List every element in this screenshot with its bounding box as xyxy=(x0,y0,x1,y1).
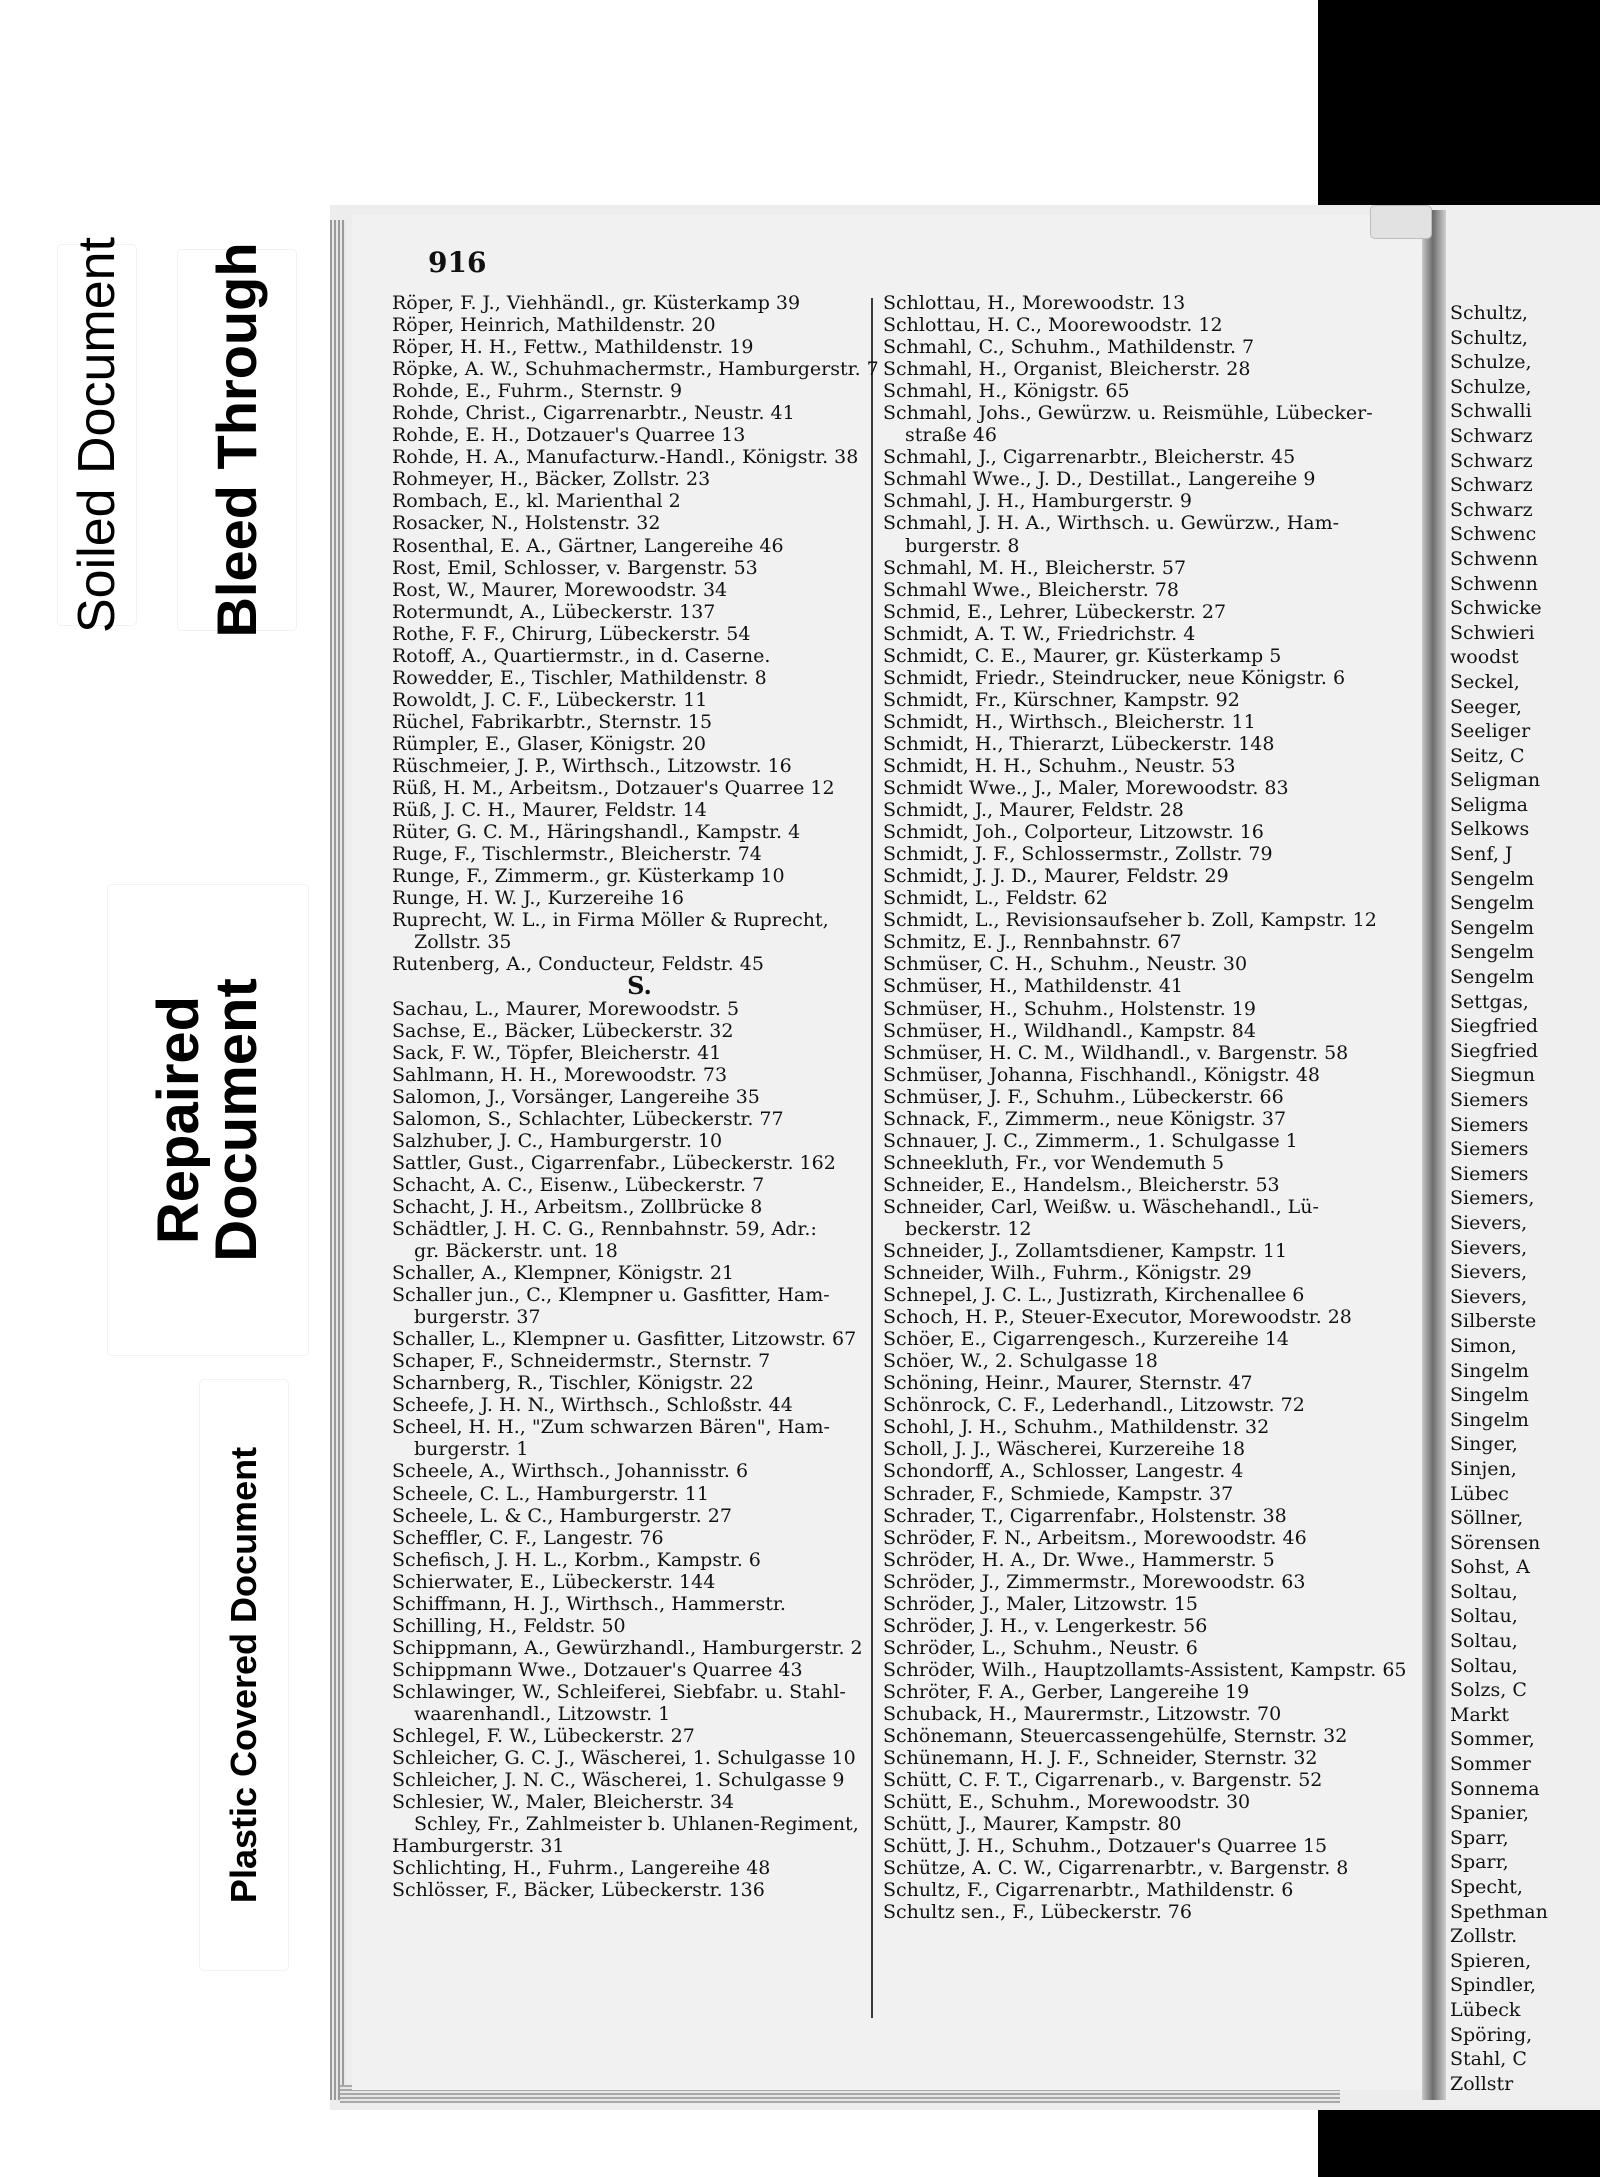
directory-entry: Schmahl, J. H. A., Wirthsch. u. Gewürzw., Ham- xyxy=(883,512,1340,535)
book-gutter xyxy=(1422,210,1446,2100)
right-page-entry: Lübec xyxy=(1450,1482,1509,1505)
directory-entry: Schmid, E., Lehrer, Lübeckerstr. 27 xyxy=(883,600,1227,623)
directory-entry: Schmüser, H., Schuhm., Holstenstr. 19 xyxy=(883,997,1256,1020)
directory-entry: Sahlmann, H. H., Morewoodstr. 73 xyxy=(392,1063,728,1086)
right-page-entry: Soltau, xyxy=(1450,1580,1518,1603)
right-page-entry: Singelm xyxy=(1450,1359,1529,1382)
directory-entry: Schmitz, E. J., Rennbahnstr. 67 xyxy=(883,931,1182,954)
right-page-entry: Siegmun xyxy=(1450,1064,1535,1087)
directory-entry: Schönemann, Steuercassengehülfe, Sternstr. 32 xyxy=(883,1725,1348,1748)
directory-entry: Schaller, L., Klempner u. Gasfitter, Litzowstr. 67 xyxy=(392,1328,857,1351)
right-page-entry: Sengelm xyxy=(1450,867,1534,890)
right-page-entry: Soltau, xyxy=(1450,1630,1518,1653)
right-page-entry: Seckel, xyxy=(1450,670,1520,693)
directory-entry: Schohl, J. H., Schuhm., Mathildenstr. 32 xyxy=(883,1416,1270,1439)
directory-entry: Schmahl Wwe., J. D., Destillat., Langereihe 9 xyxy=(883,468,1316,491)
directory-entry: Schöer, E., Cigarrengesch., Kurzereihe 14 xyxy=(883,1328,1289,1351)
directory-entry: Schrader, T., Cigarrenfabr., Holstenstr. 38 xyxy=(883,1504,1287,1527)
directory-entry: Sattler, Gust., Cigarrenfabr., Lübeckerstr. 162 xyxy=(392,1151,836,1174)
directory-entry: Schultz sen., F., Lübeckerstr. 76 xyxy=(883,1901,1192,1924)
right-page-entry: Seitz, C xyxy=(1450,744,1525,767)
right-page-entry: Spöring, xyxy=(1450,2023,1533,2046)
right-page-entry: Seeger, xyxy=(1450,695,1522,718)
directory-entry: Schippmann, A., Gewürzhandl., Hamburgerstr. 2 xyxy=(392,1636,863,1659)
right-page-entry: Sengelm xyxy=(1450,892,1534,915)
right-page-entry: Sparr, xyxy=(1450,1851,1509,1874)
directory-entry: Schönrock, C. F., Lederhandl., Litzowstr. 72 xyxy=(883,1394,1305,1417)
right-page-entry: Schultz, xyxy=(1450,326,1528,349)
right-page-entry: Settgas, xyxy=(1450,990,1529,1013)
right-page-entry: Sengelm xyxy=(1450,966,1534,989)
directory-entry: Schütt, C. F. T., Cigarrenarb., v. Bargenstr. 52 xyxy=(883,1769,1323,1792)
directory-entry: Sachau, L., Maurer, Morewoodstr. 5 xyxy=(392,997,740,1020)
directory-entry: Rüter, G. C. M., Häringshandl., Kampstr. 4 xyxy=(392,821,801,844)
directory-entry: Schmidt, H. H., Schuhm., Neustr. 53 xyxy=(883,754,1236,777)
directory-entry: Rost, Emil, Schlosser, v. Bargenstr. 53 xyxy=(392,556,758,579)
directory-entry: Schmüser, Johanna, Fischhandl., Königstr. 48 xyxy=(883,1063,1320,1086)
directory-entry: Schnauer, J. C., Zimmerm., 1. Schulgasse 1 xyxy=(883,1129,1298,1152)
directory-entry: Schmahl, Johs., Gewürzw. u. Reismühle, Lübecker- xyxy=(883,402,1373,425)
directory-entry: Rost, W., Maurer, Morewoodstr. 34 xyxy=(392,578,728,601)
directory-entry: Schmüser, H., Mathildenstr. 41 xyxy=(883,975,1183,998)
right-page-entry: Siegfried xyxy=(1450,1039,1539,1062)
right-page-entry: Sonnema xyxy=(1450,1777,1540,1800)
directory-entry: Schmidt, C. E., Maurer, gr. Küsterkamp 5 xyxy=(883,644,1282,667)
directory-entry: Scheele, C. L., Hamburgerstr. 11 xyxy=(392,1482,709,1505)
directory-entry: Schröder, H. A., Dr. Wwe., Hammerstr. 5 xyxy=(883,1548,1275,1571)
directory-entry: Salomon, J., Vorsänger, Langereihe 35 xyxy=(392,1085,760,1108)
directory-entry: Schmidt Wwe., J., Maler, Morewoodstr. 83 xyxy=(883,777,1289,800)
directory-entry: Rohde, Christ., Cigarrenarbtr., Neustr. 41 xyxy=(392,402,795,425)
directory-entry: Schmidt, J., Maurer, Feldstr. 28 xyxy=(883,799,1184,822)
directory-entry: Schmüser, J. F., Schuhm., Lübeckerstr. 66 xyxy=(883,1085,1284,1108)
right-column xyxy=(883,292,1413,1923)
directory-entry: beckerstr. 12 xyxy=(905,1217,1032,1240)
right-page-entry: Siemers xyxy=(1450,1113,1529,1136)
directory-entry: Rowedder, E., Tischler, Mathildenstr. 8 xyxy=(392,666,767,689)
right-page-entry: Sievers, xyxy=(1450,1236,1528,1259)
directory-entry: Schneider, E., Handelsm., Bleicherstr. 53 xyxy=(883,1173,1280,1196)
directory-entry: Scheefe, J. H. N., Wirthsch., Schloßstr. 44 xyxy=(392,1394,793,1417)
right-page-entry: Seligma xyxy=(1450,793,1528,816)
directory-entry: Rüschmeier, J. P., Wirthsch., Litzowstr. 16 xyxy=(392,754,792,777)
directory-entry: Rothe, F. F., Chirurg, Lübeckerstr. 54 xyxy=(392,622,751,645)
directory-entry: Schmidt, A. T. W., Friedrichstr. 4 xyxy=(883,622,1196,645)
left-column xyxy=(392,292,887,1901)
directory-entry: Scheele, A., Wirthsch., Johannisstr. 6 xyxy=(392,1460,749,1483)
right-page-entry: Sievers, xyxy=(1450,1211,1528,1234)
right-page-entry: Sommer, xyxy=(1450,1728,1535,1751)
right-page-entry: Markt xyxy=(1450,1703,1510,1726)
directory-entry: burgerstr. 37 xyxy=(414,1306,541,1329)
directory-entry: Schmüser, H. C. M., Wildhandl., v. Bargenstr. 58 xyxy=(883,1041,1349,1064)
page-number: 916 xyxy=(428,246,487,279)
directory-entry: Schiffmann, H. J., Wirthsch., Hammerstr. xyxy=(392,1592,786,1615)
directory-entry: Rombach, E., kl. Marienthal 2 xyxy=(392,490,681,513)
right-page-entry: Solzs, C xyxy=(1450,1679,1527,1702)
page-edges xyxy=(330,220,346,2100)
directory-entry: Scholl, J. J., Wäscherei, Kurzereihe 18 xyxy=(883,1438,1246,1461)
directory-entry: Schöning, Heinr., Maurer, Sternstr. 47 xyxy=(883,1372,1253,1395)
directory-entry: Schröder, J., Zimmermstr., Morewoodstr. 63 xyxy=(883,1570,1306,1593)
directory-entry: Runge, H. W. J., Kurzereihe 16 xyxy=(392,887,684,910)
right-page-entry: Zollstr. xyxy=(1450,1925,1518,1948)
directory-entry: Schefisch, J. H. L., Korbm., Kampstr. 6 xyxy=(392,1548,761,1571)
directory-entry: Ruprecht, W. L., in Firma Möller & Ruprecht, xyxy=(392,909,829,932)
right-page-entry: Schulze, xyxy=(1450,375,1532,398)
directory-entry: Schütt, J. H., Schuhm., Dotzauer's Quarree 15 xyxy=(883,1835,1328,1858)
directory-entry: Schaller, A., Klempner, Königstr. 21 xyxy=(392,1262,735,1285)
directory-entry: Schmidt, Friedr., Steindrucker, neue Königstr. 6 xyxy=(883,666,1346,689)
directory-entry: Rosacker, N., Holstenstr. 32 xyxy=(392,512,661,535)
directory-entry: Sack, F. W., Töpfer, Bleicherstr. 41 xyxy=(392,1041,722,1064)
right-page-entry: Sengelm xyxy=(1450,916,1534,939)
directory-entry: Schütt, E., Schuhm., Morewoodstr. 30 xyxy=(883,1791,1251,1814)
directory-entry: Schacht, A. C., Eisenw., Lübeckerstr. 7 xyxy=(392,1173,765,1196)
directory-entry: Schneider, J., Zollamtsdiener, Kampstr. 11 xyxy=(883,1240,1288,1263)
directory-entry: Scheele, L. & C., Hamburgerstr. 27 xyxy=(392,1504,732,1527)
right-page-entries xyxy=(1450,301,1600,2096)
directory-entry: Schädtler, J. H. C. G., Rennbahnstr. 59, Adr.: xyxy=(392,1217,817,1240)
right-page-entry: Lübeck xyxy=(1450,1998,1521,2021)
right-page-entry: Stahl, C xyxy=(1450,2048,1527,2071)
directory-entry: Röper, F. J., Viehhändl., gr. Küsterkamp 39 xyxy=(392,292,801,314)
directory-entry: Schlesier, W., Maler, Bleicherstr. 34 xyxy=(392,1791,735,1814)
directory-entry: Rutenberg, A., Conducteur, Feldstr. 45 xyxy=(392,953,764,976)
binding-clip xyxy=(1370,205,1432,239)
right-page-entry: Sommer xyxy=(1450,1753,1531,1776)
directory-entry: Schuback, H., Maurermstr., Litzowstr. 70 xyxy=(883,1703,1282,1725)
directory-entry: Schlegel, F. W., Lübeckerstr. 27 xyxy=(392,1725,695,1748)
directory-entry: Schmidt, Joh., Colporteur, Litzowstr. 16 xyxy=(883,821,1264,844)
directory-entry: Schultz, F., Cigarrenarbtr., Mathildenstr. 6 xyxy=(883,1879,1294,1902)
soiled-document-label: Soiled Document xyxy=(58,245,136,625)
right-page-entry: Singer, xyxy=(1450,1433,1518,1456)
right-page-entry: Schultz, xyxy=(1450,302,1528,324)
directory-entry: Schlichting, H., Fuhrm., Langereihe 48 xyxy=(392,1857,771,1880)
right-page-entry: Silberste xyxy=(1450,1310,1537,1333)
right-page-entry: Spindler, xyxy=(1450,1974,1537,1997)
right-page-entry: Specht, xyxy=(1450,1876,1523,1898)
directory-entry: Schmidt, L., Revisionsaufseher b. Zoll, Kampstr. 12 xyxy=(883,909,1377,932)
directory-entry: Schmahl, H., Königstr. 65 xyxy=(883,380,1130,403)
directory-entry: Röper, H. H., Fettw., Mathildenstr. 19 xyxy=(392,336,754,359)
directory-entry: Schröter, F. A., Gerber, Langereihe 19 xyxy=(883,1680,1250,1703)
directory-entry: Schmahl Wwe., Bleicherstr. 78 xyxy=(883,578,1179,601)
right-page-entry: Schwicke xyxy=(1450,597,1542,620)
right-page-entry: Schwarz xyxy=(1450,449,1533,472)
directory-entry: Schmahl, M. H., Bleicherstr. 57 xyxy=(883,556,1187,579)
right-page-entry: Singelm xyxy=(1450,1384,1529,1407)
right-page-entry: Sohst, A xyxy=(1450,1556,1530,1579)
directory-entry: Schmahl, J., Cigarrenarbtr., Bleicherstr. 45 xyxy=(883,446,1296,469)
right-page-entry: Siemers xyxy=(1450,1138,1529,1161)
right-page-entry: Siemers, xyxy=(1450,1187,1535,1210)
section-heading: S. xyxy=(627,971,652,1001)
directory-entry: Rüß, H. M., Arbeitsm., Dotzauer's Quarree 12 xyxy=(392,777,835,800)
directory-entry: Schmahl, J. H., Hamburgerstr. 9 xyxy=(883,490,1192,513)
directory-entry: Schmidt, J. J. D., Maurer, Feldstr. 29 xyxy=(883,865,1229,888)
directory-entry: Schöer, W., 2. Schulgasse 18 xyxy=(883,1350,1158,1373)
right-page-entry: Selkows xyxy=(1450,818,1530,841)
right-page-entry: Siemers xyxy=(1450,1089,1529,1111)
directory-entry: Schilling, H., Feldstr. 50 xyxy=(392,1614,626,1637)
directory-entry: Schoch, H. P., Steuer-Executor, Morewoodstr. 28 xyxy=(883,1306,1352,1329)
right-page-entry: Schwarz xyxy=(1450,474,1533,497)
directory-entry: straße 46 xyxy=(905,424,997,447)
directory-entry: Schaper, F., Schneidermstr., Sternstr. 7 xyxy=(392,1350,771,1373)
directory-entry: Schröder, L., Schuhm., Neustr. 6 xyxy=(883,1636,1198,1659)
right-page-entry: Spanier, xyxy=(1450,1802,1530,1825)
directory-entry: Schmüser, H., Wildhandl., Kampstr. 84 xyxy=(883,1019,1256,1042)
directory-entry: Schlottau, H. C., Moorewoodstr. 12 xyxy=(883,314,1223,337)
directory-entry: Schlawinger, W., Schleiferei, Siebfabr. u. Stahl- xyxy=(392,1680,846,1703)
directory-entry: Schley, Fr., Zahlmeister b. Uhlanen-Regiment, xyxy=(414,1813,859,1836)
directory-entry: burgerstr. 8 xyxy=(905,534,1020,557)
right-page-entry: Siegfried xyxy=(1450,1015,1539,1038)
right-page-entry: Schwarz xyxy=(1450,498,1533,521)
directory-entry: Schütt, J., Maurer, Kampstr. 80 xyxy=(883,1813,1182,1836)
right-page-entry: Seeliger xyxy=(1450,720,1531,743)
directory-entry: Schünemann, H. J. F., Schneider, Sternstr. 32 xyxy=(883,1747,1318,1770)
directory-entry: Rüß, J. C. H., Maurer, Feldstr. 14 xyxy=(392,799,707,822)
directory-entry: Schacht, J. H., Arbeitsm., Zollbrücke 8 xyxy=(392,1195,763,1218)
directory-entry: Schaller jun., C., Klempner u. Gasfitter, Ham- xyxy=(392,1284,830,1307)
right-page-entry: Sinjen, xyxy=(1450,1457,1517,1480)
directory-entry: Rüchel, Fabrikarbtr., Sternstr. 15 xyxy=(392,710,713,733)
directory-entry: Schmidt, L., Feldstr. 62 xyxy=(883,887,1108,910)
right-page-entry: Zollstr xyxy=(1450,2072,1514,2095)
right-page-entry: Seligman xyxy=(1450,769,1541,792)
directory-entry: Rohde, E., Fuhrm., Sternstr. 9 xyxy=(392,380,683,403)
directory-entry: Rohde, H. A., Manufacturw.-Handl., Königstr. 38 xyxy=(392,446,859,469)
right-page-entry: Sörensen xyxy=(1450,1531,1541,1554)
directory-entry: gr. Bäckerstr. unt. 18 xyxy=(414,1240,618,1263)
directory-entry: Schneekluth, Fr., vor Wendemuth 5 xyxy=(883,1151,1225,1174)
directory-entry: Schütze, A. C. W., Cigarrenarbtr., v. Bargenstr. 8 xyxy=(883,1857,1349,1880)
right-page-entry: Sengelm xyxy=(1450,941,1534,964)
directory-entry: Schmidt, Fr., Kürschner, Kampstr. 92 xyxy=(883,688,1240,711)
directory-entry: Zollstr. 35 xyxy=(414,931,512,954)
directory-entry: Rosenthal, E. A., Gärtner, Langereihe 46 xyxy=(392,534,784,557)
directory-entry: Salzhuber, J. C., Hamburgerstr. 10 xyxy=(392,1129,723,1152)
right-page-entry: Sparr, xyxy=(1450,1826,1509,1849)
right-page-entry: Schwarz xyxy=(1450,424,1533,447)
directory-entry: Schrader, F., Schmiede, Kampstr. 37 xyxy=(883,1482,1234,1505)
directory-entry: Scharnberg, R., Tischler, Königstr. 22 xyxy=(392,1372,754,1395)
right-page-entry: Schwieri xyxy=(1450,621,1535,644)
right-page-entry: Schwenc xyxy=(1450,523,1537,546)
right-page-entry: Simon, xyxy=(1450,1334,1517,1357)
directory-entry: Schneider, Carl, Weißw. u. Wäschehandl., Lü- xyxy=(883,1195,1319,1218)
directory-entry: Schleicher, J. N. C., Wäscherei, 1. Schulgasse 9 xyxy=(392,1769,845,1792)
directory-entry: Schmahl, H., Organist, Bleicherstr. 28 xyxy=(883,358,1251,381)
directory-entry: Schnepel, J. C. L., Justizrath, Kirchenallee 6 xyxy=(883,1284,1305,1307)
directory-entry: Rowoldt, J. C. F., Lübeckerstr. 11 xyxy=(392,688,708,711)
right-page-entry: Senf, J xyxy=(1450,843,1513,866)
directory-entry: Sachse, E., Bäcker, Lübeckerstr. 32 xyxy=(392,1019,734,1042)
plastic-covered-label: Plastic Covered Document xyxy=(200,1380,288,1970)
right-page-entry: Schulze, xyxy=(1450,351,1532,374)
right-page-entry: Sievers, xyxy=(1450,1261,1528,1284)
document-type-labels xyxy=(0,0,330,2177)
directory-entry: Röpke, A. W., Schuhmachermstr., Hamburgerstr. 7 xyxy=(392,358,879,381)
directory-entry: Ruge, F., Tischlermstr., Bleicherstr. 74 xyxy=(392,843,762,866)
right-page-entry: Spethman xyxy=(1450,1900,1548,1923)
directory-entry: Röper, Heinrich, Mathildenstr. 20 xyxy=(392,314,716,337)
directory-entry: Schierwater, E., Lübeckerstr. 144 xyxy=(392,1570,716,1593)
directory-entry: Schmidt, H., Thierarzt, Lübeckerstr. 148 xyxy=(883,732,1275,755)
right-page-entry: woodst xyxy=(1450,646,1519,669)
directory-entry: Schlottau, H., Morewoodstr. 13 xyxy=(883,292,1186,314)
directory-entry: Schippmann Wwe., Dotzauer's Quarree 43 xyxy=(392,1658,803,1681)
right-page-entry: Schwenn xyxy=(1450,572,1538,595)
right-page-entry: Singelm xyxy=(1450,1408,1529,1431)
directory-entry: Schlösser, F., Bäcker, Lübeckerstr. 136 xyxy=(392,1879,765,1902)
bleed-through-label: Bleed Through xyxy=(178,250,296,630)
directory-entry: Scheel, H. H., "Zum schwarzen Bären", Ham- xyxy=(392,1416,830,1439)
directory-entry: Schmidt, J. F., Schlossermstr., Zollstr. 79 xyxy=(883,843,1273,866)
directory-entry: Rotermundt, A., Lübeckerstr. 137 xyxy=(392,600,716,623)
right-page-entry: Sievers, xyxy=(1450,1285,1528,1308)
directory-entry: waarenhandl., Litzowstr. 1 xyxy=(414,1703,671,1725)
directory-entry: Rohmeyer, H., Bäcker, Zollstr. 23 xyxy=(392,468,711,491)
directory-entry: Schnack, F., Zimmerm., neue Königstr. 37 xyxy=(883,1107,1287,1130)
directory-entry: Schröder, J., Maler, Litzowstr. 15 xyxy=(883,1592,1199,1615)
right-page-entry: Soltau, xyxy=(1450,1605,1518,1628)
directory-entry: Schmidt, H., Wirthsch., Bleicherstr. 11 xyxy=(883,710,1256,733)
right-page-entry: Söllner, xyxy=(1450,1507,1524,1530)
directory-entry: Schleicher, G. C. J., Wäscherei, 1. Schulgasse 10 xyxy=(392,1747,856,1770)
right-page xyxy=(1446,205,1600,2105)
directory-entry: Rotoff, A., Quartiermstr., in d. Caserne. xyxy=(392,644,771,667)
directory-entry: Runge, F., Zimmerm., gr. Küsterkamp 10 xyxy=(392,865,785,888)
directory-entry: Hamburgerstr. 31 xyxy=(392,1835,565,1858)
directory-entry: Schmahl, C., Schuhm., Mathildenstr. 7 xyxy=(883,336,1255,359)
directory-entry: burgerstr. 1 xyxy=(414,1438,529,1461)
directory-entry: Schondorff, A., Schlosser, Langestr. 4 xyxy=(883,1460,1244,1483)
directory-entry: Schröder, Wilh., Hauptzollamts-Assistent, Kampstr. 65 xyxy=(883,1658,1407,1681)
right-page-entry: Soltau, xyxy=(1450,1654,1518,1677)
directory-entry: Scheffler, C. F., Langestr. 76 xyxy=(392,1526,664,1549)
directory-entry: Salomon, S., Schlachter, Lübeckerstr. 77 xyxy=(392,1107,784,1130)
directory-entry: Schröder, F. N., Arbeitsm., Morewoodstr. 46 xyxy=(883,1526,1307,1549)
directory-entry: Schmüser, C. H., Schuhm., Neustr. 30 xyxy=(883,953,1248,976)
right-page-entry: Spieren, xyxy=(1450,1949,1532,1972)
directory-entry: Schröder, J. H., v. Lengerkestr. 56 xyxy=(883,1614,1208,1637)
right-page-entry: Schwalli xyxy=(1450,400,1532,423)
directory-entry: Rümpler, E., Glaser, Königstr. 20 xyxy=(392,732,706,755)
directory-entry: Rohde, E. H., Dotzauer's Quarree 13 xyxy=(392,424,746,447)
directory-entry: Schneider, Wilh., Fuhrm., Königstr. 29 xyxy=(883,1262,1252,1285)
right-page-entry: Siemers xyxy=(1450,1162,1529,1185)
right-page-entry: Schwenn xyxy=(1450,547,1538,570)
repaired-document-label: Repaired Document xyxy=(108,885,308,1355)
